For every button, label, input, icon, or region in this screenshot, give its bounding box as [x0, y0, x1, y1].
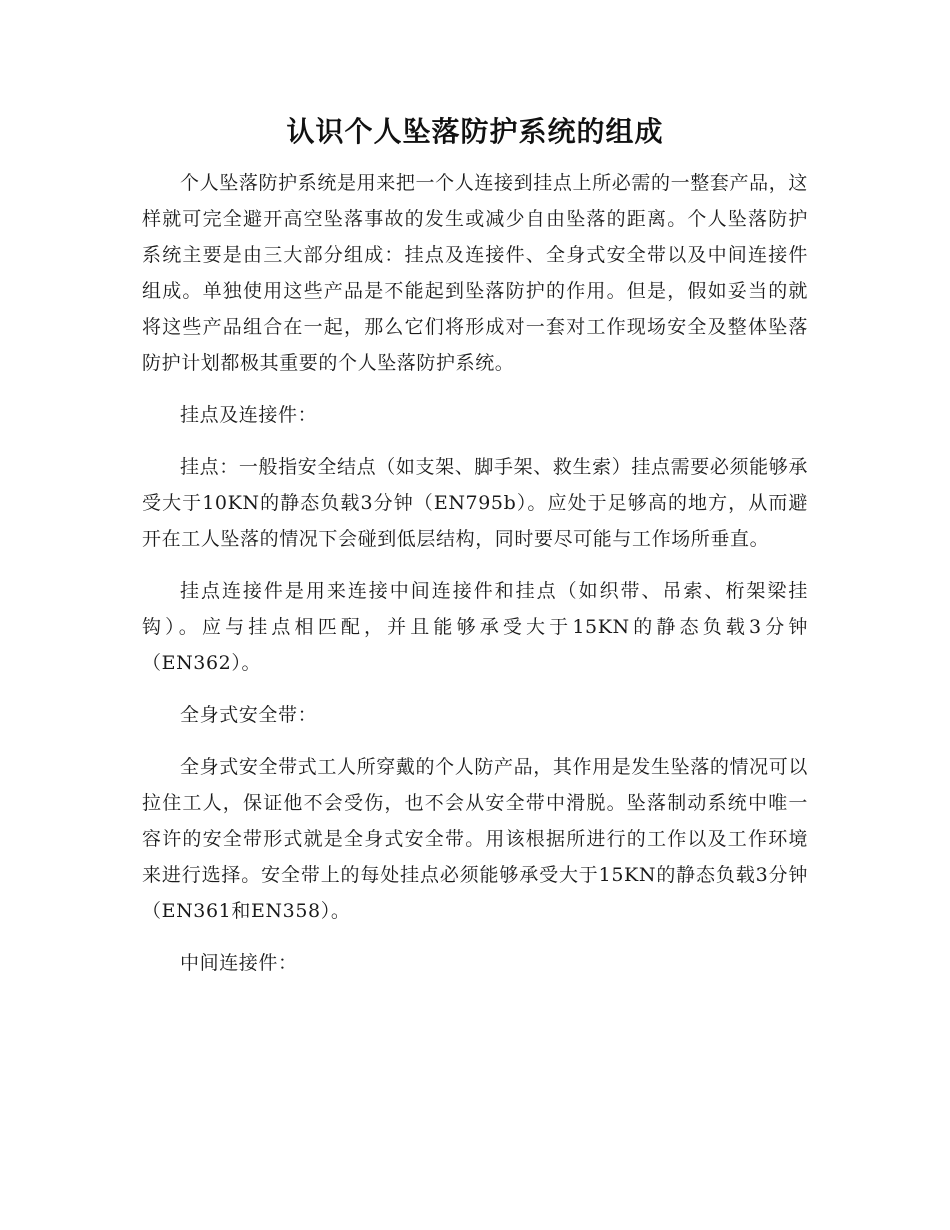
- document-body: [142, 165, 808, 997]
- heading-intermediate-connector: 中间连接件：: [180, 952, 298, 974]
- paragraph-anchor-connector: 挂点连接件是用来连接中间连接件和挂点（如织带、吊索、桁架梁挂钩）。应与挂点相匹配，并且能够承受大于15KN的静态负载3分钟（EN362）。: [142, 580, 808, 674]
- paragraph-anchor: 挂点：一般指安全结点（如支架、脚手架、救生索）挂点需要必须能够承受大于10KN的静态负载3分钟（EN795b）。应处于足够高的地方，从而避开在工人坠落的情况下会碰到低层结构，同时要尽可能与工作场所垂直。: [142, 456, 808, 550]
- heading-anchor-and-connectors: 挂点及连接件：: [180, 404, 318, 426]
- paragraph-intro: 个人坠落防护系统是用来把一个人连接到挂点上所必需的一整套产品，这样就可完全避开高空坠落事故的发生或减少自由坠落的距离。个人坠落防护系统主要是由三大部分组成：挂点及连接件、全身式安全带以及中间连接件组成。单独使用这些产品是不能起到坠落防护的作用。但是，假如妥当的就将这些产品组合在一起，那么它们将形成对一套对工作现场安全及整体坠落防护计划都极其重要的个人坠落防护系统。: [142, 172, 808, 374]
- paragraph-full-body-harness: 全身式安全带式工人所穿戴的个人防产品，其作用是发生坠落的情况可以拉住工人，保证他不会受伤，也不会从安全带中滑脱。坠落制动系统中唯一容许的安全带形式就是全身式安全带。用该根据所进行的工作以及工作环境来进行选择。安全带上的每处挂点必须能够承受大于15KN的静态负载3分钟（EN361和EN358）。: [142, 756, 808, 922]
- heading-full-body-harness: 全身式安全带：: [180, 704, 318, 726]
- document-title: 认识个人坠落防护系统的组成: [286, 115, 664, 148]
